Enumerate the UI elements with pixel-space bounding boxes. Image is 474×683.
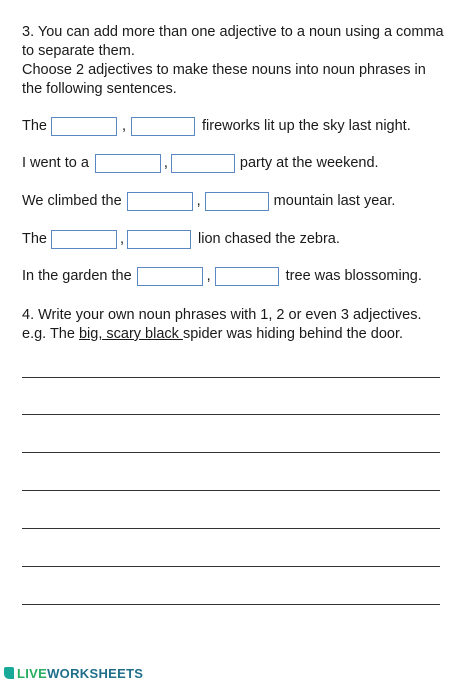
q4-example-underlined-adjectives: big, scary black: [78, 326, 183, 342]
sentence-3-comma: ,: [196, 193, 201, 209]
sentence-1-blank-2[interactable]: [131, 117, 195, 136]
sentence-4-blank-2[interactable]: [127, 230, 191, 249]
writing-line-2[interactable]: [22, 414, 440, 415]
writing-line-4[interactable]: [22, 490, 440, 491]
sentence-4-before: The: [22, 231, 47, 247]
sentence-4-after: lion chased the zebra.: [198, 231, 340, 247]
sentence-5-comma: ,: [206, 268, 211, 284]
writing-line-7[interactable]: [22, 604, 440, 605]
sentence-3: [22, 189, 395, 213]
sentence-5-blank-2[interactable]: [215, 267, 279, 286]
sentence-3-blank-1[interactable]: [127, 192, 193, 211]
writing-line-3[interactable]: [22, 452, 440, 453]
sentence-1: [22, 114, 411, 138]
sentence-2: [22, 151, 379, 175]
sentence-5-before: In the garden the: [22, 268, 132, 284]
sentence-3-blank-2[interactable]: [205, 192, 269, 211]
q4-instruction: 4. Write your own noun phrases with 1, 2 or even 3 adjectives.: [22, 307, 422, 323]
writing-line-1[interactable]: [22, 377, 440, 378]
liveworksheets-logo[interactable]: [4, 664, 143, 682]
sentence-2-blank-2[interactable]: [171, 154, 235, 173]
sentence-1-comma: ,: [121, 118, 127, 134]
sentence-1-before: The: [22, 118, 47, 134]
q3-instruction-line-2: to separate them.: [22, 43, 135, 59]
sentence-1-after: fireworks lit up the sky last night.: [202, 118, 411, 134]
q3-instruction-line-4: the following sentences.: [22, 81, 177, 97]
q4-example: [22, 324, 403, 344]
q3-instruction-line-1: 3. You can add more than one adjective to a noun using a comma: [22, 24, 444, 40]
sentence-5-blank-1[interactable]: [137, 267, 203, 286]
sentence-4: [22, 227, 340, 251]
sentence-2-comma: ,: [163, 155, 168, 171]
sentence-4-comma: ,: [119, 231, 125, 247]
writing-line-5[interactable]: [22, 528, 440, 529]
sentence-2-after: party at the weekend.: [239, 155, 379, 171]
sentence-3-before: We climbed the: [22, 193, 122, 209]
q4-example-prefix: e.g. The: [22, 326, 79, 342]
sentence-2-blank-1[interactable]: [95, 154, 161, 173]
q4-example-suffix: spider was hiding behind the door.: [182, 326, 404, 342]
sentence-4-blank-1[interactable]: [51, 230, 117, 249]
sentence-1-blank-1[interactable]: [51, 117, 117, 136]
liveworksheets-logo-icon: [4, 667, 14, 679]
liveworksheets-logo-text: LIVEWORKSHEETS: [17, 665, 144, 681]
sentence-5-after: tree was blossoming.: [285, 268, 422, 284]
q3-instruction-line-3: Choose 2 adjectives to make these nouns into noun phrases in: [22, 62, 426, 78]
sentence-3-after: mountain last year.: [273, 193, 396, 209]
sentence-2-before: I went to a: [22, 155, 89, 171]
writing-line-6[interactable]: [22, 566, 440, 567]
sentence-5: [22, 264, 422, 288]
